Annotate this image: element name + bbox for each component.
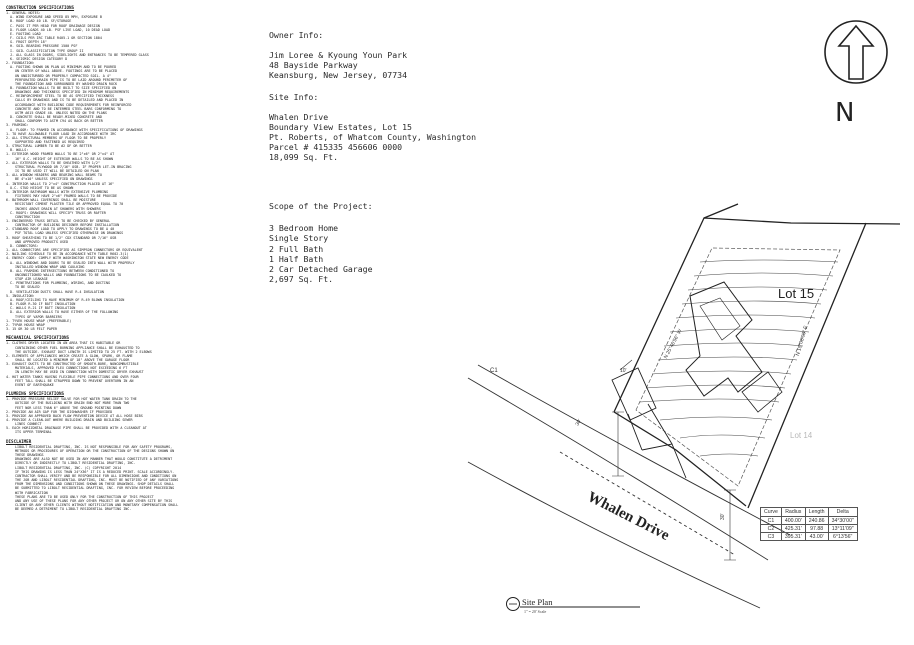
- spec-line: LINES CONNECT: [15, 422, 42, 427]
- street-label: Whalen Drive: [584, 489, 672, 544]
- site-estate: Boundary View Estates, Lot 15: [269, 122, 412, 132]
- site-street: Whalen Drive: [269, 112, 329, 122]
- table-cell: 400.00': [781, 517, 805, 525]
- table-row: [761, 525, 858, 533]
- spec-line: 1. GENERAL NOTES:: [6, 11, 41, 16]
- scope-item: 1 Half Bath: [269, 253, 324, 264]
- spec-line: 16" O.C. HEIGHT OF EXTERIOR WALLS TO BE AS SHOWN: [15, 156, 113, 161]
- spec-line: AND APPROVED PRODUCTS USED: [15, 239, 69, 244]
- spec-line: C. PENETRATIONS FOR PLUMBING, WIRING, AND DUCTING: [10, 281, 111, 286]
- lot-14-label: Lot 14: [790, 431, 813, 440]
- spec-line: FEET TALL SHALL BE STRAPPED DOWN TO PREVENT OVERTURN IN AN: [15, 378, 134, 383]
- spec-line: A. FLOOR: TO FRAMED IN ACCORDANCE WITH SPECIFICATIONS OF DRAWINGS: [10, 127, 143, 132]
- spec-line: 2. STANDARD ROOF LOAD TO APPLY TO DRAWINGS TO BE A 40: [6, 227, 115, 232]
- spec-line: IF THIS DRAWING IS LESS THAN 24"X36" IT IS A REDUCED PRINT. SCALE ACCORDINGLY.: [15, 469, 175, 474]
- spec-line: 1. TYVEK HOUSE WRAP (PREFERABLE): [6, 318, 72, 323]
- spec-line: D. CONNECTORS:: [10, 243, 39, 248]
- spec-line: 6. BATHROOM WALL COVERINGS SHALL BE MOISTURE: [6, 198, 96, 203]
- table-cell: C2: [761, 525, 782, 533]
- spec-line: MATERIALS, APPROVED FLEX CONNECTIONS NOT EXCEEDING 6 FT: [15, 366, 128, 371]
- spec-line: ON CENTER OF WALL ABOVE. FOOTINGS ARE TO BE PLACED: [15, 69, 118, 74]
- table-cell: 6°13'56": [828, 533, 857, 541]
- spec-line: D. CONCRETE SHALL BE READY-MIXED CONCRETE AND: [10, 115, 102, 120]
- spec-line: D. ALL EXTERIOR WALLS TO HAVE EITHER OF THE FOLLOWING: [10, 310, 119, 315]
- curve-table-header: Radius: [781, 508, 805, 517]
- table-cell: 240.86: [805, 517, 828, 525]
- spec-line: B. FLOOR R-30 IF BATT INSULATION: [10, 302, 76, 307]
- site-parcel: Parcel # 415335 456606 0000: [269, 142, 403, 152]
- spec-line: LIBOLT RESIDENTIAL DRAFTING, INC. (C) COPYRIGHT 2014: [15, 465, 122, 470]
- spec-line: D. VENTILATION DUCTS SHALL HAVE R-4 INSULATION: [10, 289, 104, 294]
- scope-label: Scope of the Project:: [269, 201, 373, 211]
- spec-line: E. FOOTING LOAD: [10, 31, 41, 36]
- site-plan-scale: 1" = 20' Scale: [524, 609, 547, 614]
- spec-line: FEET NOR LESS THAN 6" ABOVE THE GROUND POINTING DOWN: [15, 405, 122, 410]
- spec-line: CONTAINING OTHER FUEL BURNING APPLIANCE SHALL BE EXHAUSTED TO: [15, 345, 140, 350]
- spec-line: 3. ALL WINDOW HEADERS AND BEARING WALL BEAMS TO: [6, 173, 102, 178]
- spec-line: 4. HOT WATER TANKS HAVING FLEXIBLE PIPE CONNECTIONS AND OVER FOUR: [6, 374, 139, 379]
- site-info-label: Site Info:: [269, 92, 319, 102]
- table-cell: C1: [761, 517, 782, 525]
- table-cell: C3: [761, 533, 782, 541]
- spec-line: AND ANY USE OF THESE PLANS FOR ANY OTHER PROJECT OR ON ANY OTHER SITE BY THIS: [15, 498, 173, 503]
- spec-line: DIRECTLY OR INDIRECTLY TO LIBOLT RESIDENTIAL DRAFTING, INC.: [15, 461, 136, 466]
- spec-line: BE DEEMED A DETRIMENT TO LIBOLT RESIDENTIAL DRAFTING INC.: [15, 507, 132, 512]
- disclaimer-title: DISCLAIMER: [6, 438, 32, 444]
- spec-line: FIXTURES MAY HAVE 2"x6" FRAMED WALLS TO BE PROVIDE: [15, 194, 118, 199]
- spec-line: C. PASS IT PER HEAD FOR ROOF DRAINAGE DESIGN: [10, 23, 100, 28]
- scope-item: Single Story: [269, 233, 329, 244]
- table-row: [761, 533, 858, 541]
- bearing-label: N 15°06'03" E: [795, 325, 810, 357]
- table-cell: 34°30'00": [828, 517, 857, 525]
- spec-line: C. ROOFS: DRAWINGS WILL SPECIFY TRUSS OR RAFTER: [10, 210, 106, 215]
- curve-table-header: Curve: [761, 508, 782, 517]
- site-area: 18,099 Sq. Ft.: [269, 152, 339, 162]
- spec-line: BE 4"x10" UNLESS SPECIFIED ON DRAWINGS: [15, 177, 93, 182]
- spec-line: C. WALLS R-21 IF BATT INSULATION: [10, 306, 76, 311]
- spec-line: OUTSIDE OF THE BUILDING WITH DRAIN END NOT MORE THAN TWO: [15, 401, 130, 406]
- spec-line: THE JOB AND LIBOLT RESIDENTIAL DRAFTING, INC. MUST BE NOTIFIED OF ANY VARIATIONS: [15, 478, 179, 483]
- dimension-label: 30': [720, 513, 726, 520]
- spec-line: ON UNDISTURBED OR PROPERLY COMPACTED SOIL. A 4": [15, 73, 111, 78]
- spec-line: 1. ENGINEERED TRUSS DETAIL TO BE CHECKED BY GENERAL: [6, 218, 111, 223]
- spec-line: THE OUTSIDE. EXHAUST DUCT LENGTH IS LIMITED TO 25 FT. WITH 2 ELBOWS: [15, 349, 152, 354]
- spec-line: WITH FABRICATION: [15, 490, 48, 495]
- dimension-label: 10': [620, 368, 627, 374]
- spec-line: 4. PROVIDE A CLEAN-OUT WHERE BUILDING DRAIN AND BUILDING SEWER: [6, 418, 133, 422]
- table-cell: 43.00': [805, 533, 828, 541]
- spec-line: O.C. STUD HEIGHT TO BE AS SHOWN: [10, 185, 74, 190]
- lot-15-label: Lot 15: [778, 286, 815, 301]
- spec-line: J. ALL GLASS IN DOORS, SIDELIGHTS AND ENTRANCES TO BE TEMPERED GLASS: [10, 52, 149, 57]
- spec-line: BE SUBMITTED TO LIBOLT RESIDENTIAL DRAFTING, INC. FOR REVIEW BEFORE PROCEEDING: [15, 486, 175, 491]
- spec-line: 3. 15 OR 30 LB FELT PAPER: [6, 327, 58, 332]
- spec-line: ASTM A615 GRADE 40. UNLESS NOTED ON THE PLANS: [15, 110, 107, 115]
- spec-line: 3. EXHAUST DUCTS TO BE CONSTRUCTED OF SMOOTH-BORE, NONCOMBUSTIBLE: [6, 362, 139, 367]
- spec-line: TO BE SEALED: [15, 285, 40, 290]
- spec-line: B. ROOF LOAD 40 LB. SF/STORAGE: [10, 19, 72, 24]
- dimension-label: 30': [574, 418, 583, 427]
- spec-line: 1. ALL CONNECTORS ARE SPECIFIED AS SIMPSON CONNECTORS OR EQUIVALENT: [6, 248, 143, 253]
- spec-line: 1. EXTERIOR WOOD FRAMED WALLS TO BE 2"x6" OR 2"x4" AT: [6, 152, 115, 157]
- spec-line: 4. ENERGY CODE: COMPLY WITH WASHINGTON STATE NEW ENERGY CODE: [6, 256, 129, 261]
- scope-item: 2,697 Sq. Ft.: [269, 274, 334, 285]
- spec-line: 5. EACH HORIZONTAL DRAINAGE PIPE SHALL BE PROVIDED WITH A CLEANOUT AT: [6, 426, 147, 431]
- mechanical-specs-title: MECHANICAL SPECIFICATIONS: [6, 335, 70, 341]
- spec-line: EVENT OF EARTHQUAKE: [15, 382, 54, 387]
- spec-line: INCHES ABOVE DRAIN AT SHOWERS WITH SHOWERS: [15, 206, 101, 211]
- owner-name: Jim Loree & Kyoung Youn Park: [269, 50, 408, 60]
- setback-lines: [636, 248, 840, 486]
- spec-line: CONTRACTOR OF BUILDING DESIGNER BEFORE INSTALLATION: [15, 223, 120, 228]
- spec-line: ITS UPPER TERMINAL: [15, 430, 52, 435]
- spec-line: 3. PROVIDE AN APPROVED BACK FLOW PREVENTION DEVICE AT ALL HOSE BIBS: [6, 413, 143, 418]
- spec-line: IS TO BE USED IT WILL BE DETAILED ON PLAN: [15, 169, 99, 174]
- scope-item: 3 Bedroom Home: [269, 223, 339, 234]
- spec-line: RESISTANT CEMENT PLASTER TILE OR APPROVED EQUAL TO 70: [15, 202, 124, 207]
- road-lines: [468, 365, 790, 608]
- spec-line: 3. ROOF SHEATHING TO BE 1/2" CDX STANDARD OR 7/16" OSB: [6, 235, 117, 240]
- lot-boundary: [614, 204, 900, 508]
- spec-line: CALLS BY DRAWINGS AND IS TO BE DETAILED AND PLACED IN: [15, 98, 124, 103]
- spec-line: LIBOLT RESIDENTIAL DRAFTING, INC. IS NOT RESPONSIBLE FOR ANY SAFETY PROGRAMS,: [15, 444, 173, 449]
- spec-line: K. SEISMIC DESIGN CATEGORY D: [10, 56, 68, 61]
- bearing-label: N 25°46'56" W: [663, 328, 684, 360]
- spec-line: SUPPORTED AND FASTENED AS REQUIRED: [15, 140, 85, 144]
- spec-line: 1. CLOTHES DRYER LOCATED IN AN AREA THAT IS HABITABLE OR: [6, 341, 121, 346]
- curve-marker-c1: C1: [490, 368, 498, 374]
- spec-line: 2. ALL EXTERIOR WALLS TO BE SHEATHED WITH 1/2": [6, 160, 100, 165]
- table-cell: 395.31': [781, 533, 805, 541]
- spec-line: 3. STRUCTURAL LUMBER TO BE #2 DF OR BETTER: [6, 144, 92, 149]
- spec-line: 3. FRAMING:: [6, 123, 29, 128]
- spec-line: ACCORDANCE WITH BUILDING CODE REQUIREMENTS FOR REINFORCED: [15, 102, 132, 107]
- spec-line: PERFORATED DRAIN PIPE IS TO BE LAID AROUND PERIMETER OF: [15, 77, 128, 82]
- spec-line: STOP AIR LEAKAGE: [15, 277, 48, 282]
- curve-table-header: Length: [805, 508, 828, 517]
- spec-line: METHODS OR PROCEDURES OF OPERATION OR THE CONSTRUCTION OF THE DESIGNS SHOWN ON: [15, 448, 175, 453]
- spec-line: IN LENGTH MAY BE USED IN CONNECTION WITH DOMESTIC DRYER EXHAUST: [15, 370, 144, 375]
- table-cell: 13°11'09": [828, 525, 857, 533]
- spec-line: DRAWINGS ARE ALSO NOT BE USED IN ANY MANNER THAT WOULD CONSTITUTE A DETRIMENT: [15, 457, 173, 462]
- table-cell: 425.31': [781, 525, 805, 533]
- spec-line: CONCRETE AND TO BE INTERMED STEEL BARS CONFORMING TO: [15, 106, 122, 111]
- spec-line: 5. INTERIOR BATHROOM WALLS WITH EXTENSIVE PLUMBING: [6, 189, 109, 194]
- spec-line: 5. INSULATION:: [6, 293, 35, 298]
- owner-address: 48 Bayside Parkway: [269, 60, 358, 70]
- spec-line: TYPES OF VAPOR BARRIERS: [15, 314, 62, 319]
- site-plan-title: Site Plan: [522, 597, 553, 607]
- north-label: N: [835, 98, 855, 128]
- site-county: Pt. Roberts, of Whatcom County, Washington: [269, 132, 477, 142]
- garage-driveway: [612, 368, 686, 478]
- spec-line: 2. PROVIDE AN AIR GAP FOR THE DISHWASHER IF PROVIDED: [6, 409, 113, 414]
- spec-line: A. WIND EXPOSURE AND SPEED 85 MPH, EXPOSURE B: [10, 15, 102, 20]
- spec-line: STRUCTURAL PLYWOOD OR 7/16" OSB. IF PROPER LET-IN BRACING: [15, 164, 132, 169]
- spec-line: CONSTRUCTION: [15, 214, 40, 219]
- curve-table-header: Delta: [828, 508, 857, 517]
- spec-line: A. ALL WINDOWS AND DOORS TO BE SEALED INTO WALL WITH PROPERLY: [10, 260, 135, 265]
- spec-line: 2. FOUNDATION:: [6, 61, 35, 66]
- spec-line: A. FOOTING SHOWN ON PLAN AS MINIMUM AND TO BE POURED: [10, 65, 117, 70]
- spec-line: INSTALLED WINDOW WRAP AND CAULKING: [15, 264, 85, 269]
- spec-line: CLIENT OR ANY OTHER CLIENTS WITHOUT NOTIFICATION AND MONETARY COMPENSATION SHALL: [15, 502, 179, 507]
- spec-line: A. ROOF/CEILING TO HAVE MINIMUM OF R-49 BLOWN INSULATION: [10, 297, 125, 302]
- spec-line: FROM THE DIMENSIONS AND CONDITIONS SHOWN ON THESE DRAWINGS. SHOP DETAILS SHALL: [15, 482, 175, 487]
- spec-line: SHALL BE LOCATED A MINIMUM OF 18" ABOVE THE GARAGE FLOOR: [15, 357, 130, 362]
- spec-line: THE FOUNDATION AND SURROUNDED BY WASHED DRAIN ROCK: [15, 81, 118, 86]
- spec-line: THESE PLANS ARE TO BE USED ONLY FOR THE CONSTRUCTION OF THIS PROJECT: [15, 494, 154, 499]
- spec-line: CONTRACTOR SHALL VERIFY AND BE RESPONSIBLE FOR ALL DIMENSIONS AND CONDITIONS ON: [15, 473, 177, 478]
- plumbing-specs-title: PLUMBING SPECIFICATIONS: [6, 391, 64, 397]
- curve-table: [760, 507, 858, 541]
- table-cell: 97.88: [805, 525, 828, 533]
- owner-city: Keansburg, New Jersey, 07734: [269, 70, 408, 80]
- spec-line: I. SOIL CLASSIFICATION TYPE GROUP II: [10, 48, 84, 53]
- dimension-lines: [612, 360, 736, 560]
- spec-line: H. SOIL BEARING PRESSURE 1500 PSF: [10, 44, 78, 49]
- spec-line: B. FOUNDATION WALLS TO BE BUILT TO SIZE SPECIFIED ON: [10, 85, 117, 90]
- spec-line: B. WALLS:: [10, 148, 29, 153]
- spec-line: PSF TOTAL LOAD UNLESS SPECIFIED OTHERWISE ON DRAWINGS: [15, 231, 124, 236]
- spec-line: 1. TO HAVE ALLOWABLE FLOOR LOAD IN ACCORDANCE WITH IRC: [6, 131, 117, 136]
- spec-line: 1. PROVIDE PRESSURE RELIEF VALVE FOR HOT WATER TANK DRAIN TO THE: [6, 397, 137, 402]
- spec-line: 2. TYPAR HOUSE WRAP: [6, 322, 45, 327]
- spec-line: F. COILS PER IRC TABLE R405.1 OR SECTION 1804: [10, 36, 102, 41]
- spec-line: THESE DRAWINGS: [15, 453, 44, 458]
- spec-line: DRAWINGS AND THICKNESS SPECIFIED IN MINIMUM REQUIREMENTS: [15, 90, 130, 95]
- spec-line: 4. INTERIOR WALLS TO 2"x4" CONSTRUCTION PLACED AT 16": [6, 181, 115, 186]
- spec-line: D. FLOOR LOADS 40 LB. PSF LIVE LOAD, 10 DEAD LOAD: [10, 27, 111, 32]
- scope-item: 2 Full Bath: [269, 243, 324, 254]
- scope-item: 2 Car Detached Garage: [269, 264, 373, 275]
- owner-info-label: Owner Info:: [269, 30, 324, 40]
- spec-line: C. REINFORCEMENT STEEL TO BE AS SPECIFIED THICKNESS: [10, 94, 115, 99]
- spec-line: SHALL CONFORM TO ASTM C94 AS BACK OR BETTER: [15, 119, 103, 124]
- spec-line: 2. NAILING SCHEDULE TO BE IN ACCORDANCE WITH TABLE R602.3(1): [6, 252, 129, 257]
- spec-line: 2. ALL STRUCTURAL MEMBERS OF FLOOR TO BE PROPERLY: [6, 135, 107, 140]
- construction-specs-title: CONSTRUCTION SPECIFICATIONS: [6, 5, 75, 10]
- north-arrow-icon: [825, 21, 887, 83]
- spec-line: UNCONDITIONED WALLS AND FOUNDATIONS TO BE CAULKED TO: [15, 273, 122, 277]
- table-row: [761, 517, 858, 525]
- spec-line: B. ALL FRAMING INTERSECTIONS BETWEEN CONDITIONED TO: [10, 268, 115, 273]
- spec-line: 2. ELEMENTS OF APPLIANCES WHICH CREATE A GLOW, SPARK, OR FLAME: [6, 353, 133, 358]
- spec-line: G. FROST DEPTH 18": [10, 40, 47, 45]
